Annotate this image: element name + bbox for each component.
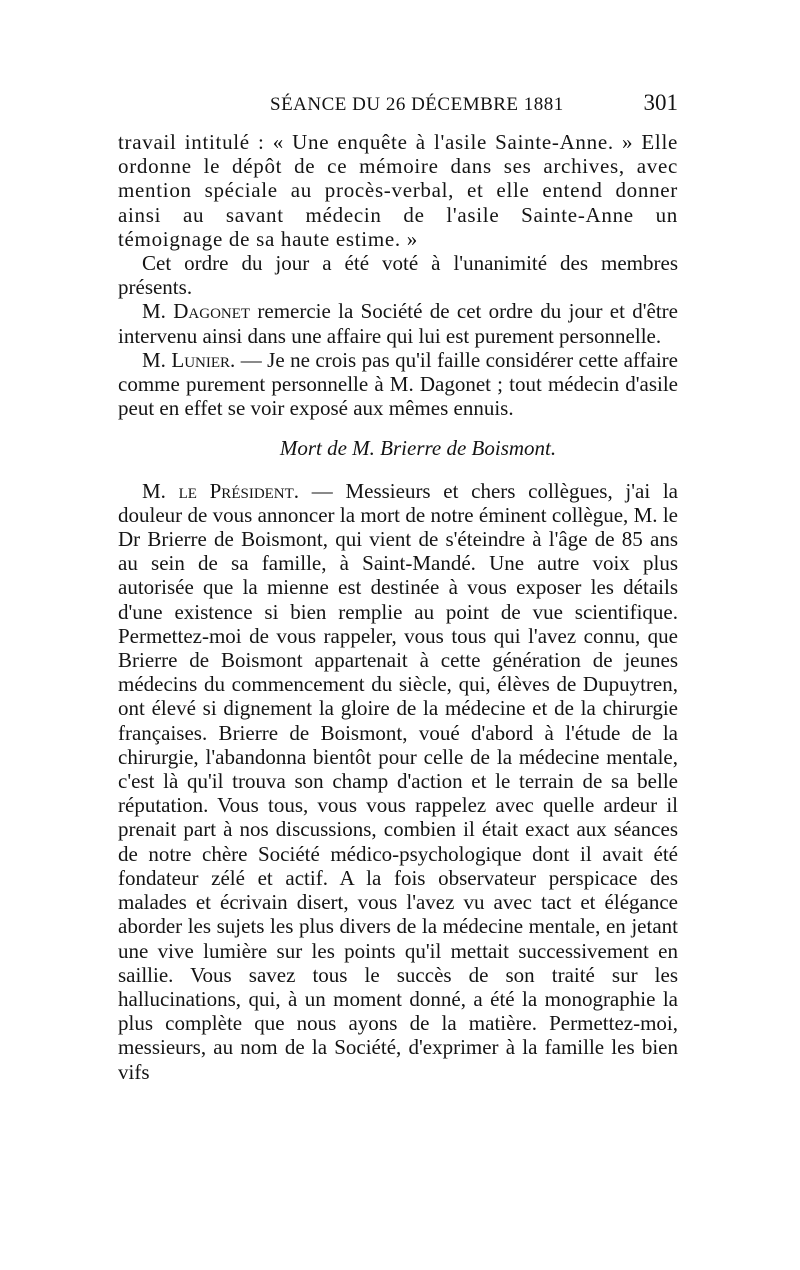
page-number: 301 [643,90,678,115]
section-title: Mort de M. Brierre de Boismont. [279,436,557,461]
speech-text: remercie la Société de cet ordre du jour et d'être intervenu ainsi dans une affaire qui lui est purement personnelle. [118,299,678,348]
paragraph-lunier [118,348,678,421]
speaker-name: M. Dagonet [142,299,251,324]
page-header [118,90,678,120]
paragraph-dagonet [118,299,678,347]
running-head: SÉANCE DU 26 DÉCEMBRE 1881 [270,94,564,115]
body-text [118,130,678,1084]
speech-text: — Messieurs et chers collègues, j'ai la douleur de vous annoncer la mort de notre éminent collègue, M. le Dr Brierre de Boismont, qui vient de s'éteindre à l'âge de 85 ans au sein de sa famille, à Saint-Mandé. Une autre voix plus autorisée que la mienne est destinée à vous exposer les détails d'une existence si bien remplie au point de vue scientifique. Permettez-moi de vous rappeler, vous tous qui l'avez connu, que Brierre de Boismont appartenait à cette génération de jeunes médecins du commencement du siècle, qui, élèves de Dupuytren, ont élevé si dignement la gloire de la médecine et de la chirurgie françaises. Brierre de Boismont, voué d'abord à l'étude de la chirurgie, l'abandonna bientôt pour celle de la médecine mentale, c'est là qu'il trouva son champ d'action et le terrain de sa belle réputation. Vous tous, vous vous rappelez avec quelle ardeur il prenait part à nos discussions, combien il était exact aux séances de notre chère Société médico-psychologique dont il avait été fondateur zélé et actif. A la fois observateur perspicace des malades et écrivain disert, vous l'avez vu avec tact et élégance aborder les sujets les plus divers de la médecine mentale, en jetant une vive lumière sur les points qu'il mettait successivement en saillie. Vous savez tous le succès de son traité sur les hallucinations, qui, à un moment donné, a été la monographie la plus complète que nous ayons de la matière. Permettez-moi, messieurs, au nom de la Société, d'exprimer à la famille les bien vifs [118,478,679,1084]
paragraph-vote: Cet ordre du jour a été voté à l'unanimité des membres présents. [118,251,678,300]
speech-text: — Je ne crois pas qu'il faille considérer cette affaire comme purement personnelle à M. Dagonet ; tout médecin d'asile peut en effet se voir exposé aux mêmes ennuis. [118,347,679,421]
speaker-name: M. le Président. [142,478,300,503]
speaker-name: M. Lunier. [142,347,236,372]
paragraph-president [118,479,678,1084]
paragraph-continuation: travail intitulé : « Une enquête à l'asile Sainte-Anne. » Elle ordonne le dépôt de ce mémoire dans ses archives, avec mention spéciale au procès-verbal, et elle entend donner ainsi au savant médecin de l'asile Sainte-Anne un témoignage de sa haute estime. » [118,130,678,251]
